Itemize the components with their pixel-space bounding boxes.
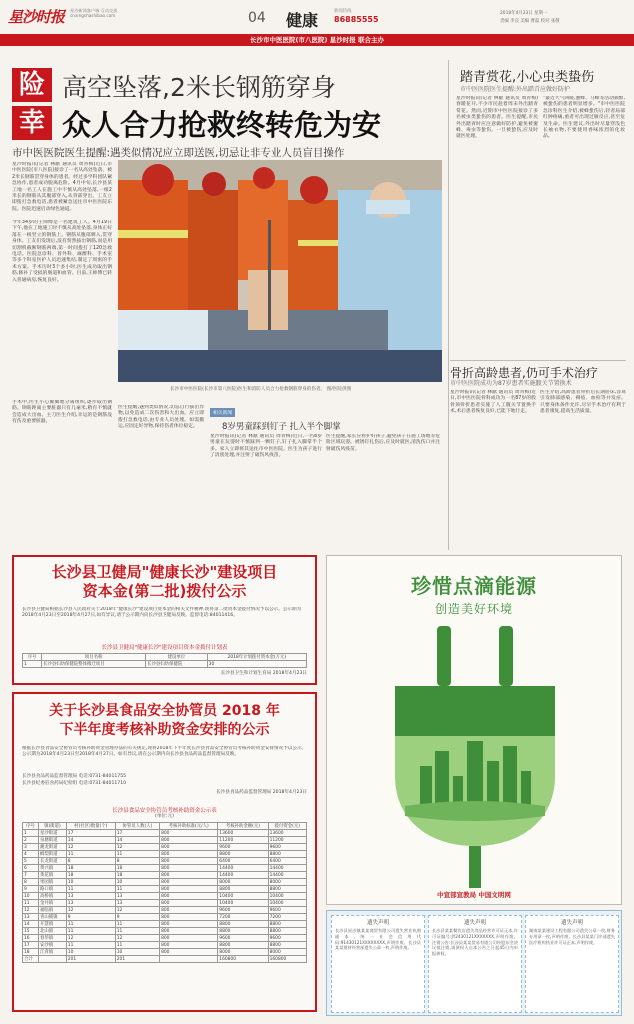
right-article-title: 踏青赏花,小心虫类蛰伤 bbox=[460, 70, 595, 85]
energy-saving-psa bbox=[326, 555, 622, 905]
table-cell: 9600 bbox=[268, 844, 306, 851]
table-cell: 11 bbox=[66, 942, 115, 949]
table-cell: 13 bbox=[115, 893, 159, 900]
table-row bbox=[23, 921, 307, 928]
table-cell: 800 bbox=[160, 935, 218, 942]
table-cell: 8000 bbox=[268, 879, 306, 886]
related-news-title: 8岁男童踩到钉子 扎入半个脚掌 bbox=[222, 422, 341, 432]
logo-subtitle: 星沙新闻客户端 互动交流 cnxingshashibao.com bbox=[70, 8, 118, 19]
table-header-row bbox=[23, 654, 307, 661]
table-cell: 14 bbox=[115, 837, 159, 844]
table-cell: 6 bbox=[23, 865, 39, 872]
table-cell: 11 bbox=[23, 900, 39, 907]
table-cell: 9600 bbox=[218, 935, 268, 942]
table-cell: 17 bbox=[66, 830, 115, 837]
table-cell: 14400 bbox=[218, 865, 268, 872]
page-number: 04 bbox=[248, 10, 266, 26]
table-cell: 18 bbox=[115, 865, 159, 872]
table-cell: 8800 bbox=[218, 886, 268, 893]
table-cell: 16 bbox=[23, 935, 39, 942]
table-cell: 14400 bbox=[218, 872, 268, 879]
table-cell: 800 bbox=[160, 907, 218, 914]
table-row bbox=[23, 837, 307, 844]
table-cell: 福临镇 bbox=[38, 907, 66, 914]
table-cell: 10 bbox=[115, 949, 159, 956]
subsidy-signoff: 长沙县食品药品监督管理局 2018年4月23日 bbox=[216, 790, 307, 795]
second-article-title: 骨折高龄患者,仍可手术治疗 bbox=[450, 366, 598, 380]
table-cell: 8800 bbox=[218, 851, 268, 858]
table-row bbox=[23, 886, 307, 893]
table-header: 考核补助标准(元/人) bbox=[160, 823, 218, 830]
table-cell: 11200 bbox=[218, 837, 268, 844]
table-cell: 17 bbox=[115, 830, 159, 837]
table-cell: 春华镇 bbox=[38, 935, 66, 942]
table-cell: 13 bbox=[23, 914, 39, 921]
table-row bbox=[23, 858, 307, 865]
table-cell: 9 bbox=[66, 914, 115, 921]
funding-notice-title bbox=[14, 563, 315, 601]
article-divider bbox=[450, 360, 626, 361]
funding-notice-ad bbox=[12, 555, 317, 685]
subsidy-notice-body: 根据长沙县食品安全协管员考核补助资金管理办法的有关规定,现将2018年下半年度长沙县食品安全协管员考核补助资金安排情况予以公示。公示期为2018年4月23日至2018年4月27日。如有异议,请在公示期内向长沙县食品药品监督管理局反映。 bbox=[22, 746, 307, 758]
table-cell: 18 bbox=[23, 949, 39, 956]
table-cell: 11 bbox=[115, 942, 159, 949]
table-header: 项目名称 bbox=[42, 654, 146, 661]
table-row bbox=[23, 907, 307, 914]
table-cell: 11 bbox=[115, 928, 159, 935]
table-cell: 1 bbox=[23, 830, 39, 837]
table-cell: 17 bbox=[23, 942, 39, 949]
table-cell: 800 bbox=[160, 837, 218, 844]
table-cell: 18 bbox=[115, 872, 159, 879]
table-cell: 30 bbox=[207, 661, 306, 668]
table-cell: 湘龙街道 bbox=[38, 844, 66, 851]
table-cell: 8 bbox=[23, 879, 39, 886]
table-cell: 9600 bbox=[218, 844, 268, 851]
table-cell: 15 bbox=[23, 928, 39, 935]
table-row bbox=[23, 914, 307, 921]
table-cell: 8800 bbox=[268, 921, 306, 928]
right-article-col-2: "最近天气回暖,蜜蜂、马蜂等活动频繁,被蛰伤的患者明显增多。"市中医医院急诊科医生介绍,被蜂蛰伤后,轻者局部红肿疼痛,重者可出现过敏反应,甚至危及生命。医生建议,外出时尽量穿浅色长袖衣物,不要使用香味浓烈的化妆品。 bbox=[543, 96, 625, 140]
table-cell: 13 bbox=[66, 893, 115, 900]
table-cell: 泉塘街道 bbox=[38, 837, 66, 844]
sponsor-bar: 长沙市中医医院(市八医院) 星沙时报 联合主办 bbox=[0, 34, 634, 46]
rescue-scene-illustration bbox=[118, 160, 442, 382]
table-cell: 160800 bbox=[268, 956, 306, 963]
table-cell: 7200 bbox=[218, 914, 268, 921]
psa-footer: 中宣部宣教局 中国文明网 bbox=[437, 891, 511, 899]
subsidy-notice-ad bbox=[12, 692, 317, 1012]
notice-body: 长沙县某某餐饮店遗失食品经营许可证正本,许可证编号:JY2430121XXXXXXX,声明作废。注销公告:长沙县某某贸易有限公司经股东会决议拟注销,请债权人自本公告之日起45日内申报债权。 bbox=[432, 928, 518, 957]
table-cell: 10400 bbox=[268, 893, 306, 900]
table-cell: 13600 bbox=[268, 830, 306, 837]
table-cell: 7 bbox=[23, 872, 39, 879]
classified-notices bbox=[326, 910, 622, 1016]
issue-date: 2018年4月23日 星期一 bbox=[500, 11, 548, 16]
table-cell: 10400 bbox=[218, 900, 268, 907]
table-cell: 8800 bbox=[218, 942, 268, 949]
table-cell: 11 bbox=[115, 886, 159, 893]
table-cell: 13 bbox=[115, 900, 159, 907]
table-cell: 14400 bbox=[268, 872, 306, 879]
table-cell: 11 bbox=[115, 851, 159, 858]
notice-body: 长沙县星沙镇某某商贸有限公司遗失营业执照副本,统一社会信用代码:91430121XXXXXXXX,声明作废。长沙县某某建材经营部遗失公章一枚,声明作废。 bbox=[335, 928, 421, 951]
table-cell: 10 bbox=[23, 893, 39, 900]
funding-notice-footer: 长沙县卫生和计划生育局 2018年4月23日 bbox=[220, 671, 307, 676]
table-cell: 黄兴镇 bbox=[38, 865, 66, 872]
second-article-subtitle: 市中医医院成功为87岁患者实施髋关节置换术 bbox=[450, 380, 572, 387]
table-cell: 11200 bbox=[268, 837, 306, 844]
table-cell: 800 bbox=[160, 851, 218, 858]
table-row bbox=[23, 830, 307, 837]
table-cell: 3 bbox=[23, 844, 39, 851]
table-row bbox=[23, 879, 307, 886]
table-cell: 金井镇 bbox=[38, 900, 66, 907]
table-cell: 12 bbox=[66, 935, 115, 942]
hotline-number: 86885555 bbox=[334, 15, 379, 24]
subsidy-table bbox=[22, 822, 307, 963]
table-cell: 8800 bbox=[268, 886, 306, 893]
table-cell: 800 bbox=[160, 886, 218, 893]
table-cell: 800 bbox=[160, 949, 218, 956]
table-cell: 800 bbox=[160, 921, 218, 928]
table-cell: 13600 bbox=[218, 830, 268, 837]
table-cell: 12 bbox=[66, 844, 115, 851]
second-article-col-2: 医生介绍,高龄患者骨折后长期卧床,容易引发肺部感染、褥疮、血栓等并发症。只要身体条件允许,尽早手术治疗有利于患者康复,提高生活质量。 bbox=[540, 390, 626, 415]
psa-subtitle: 创造美好环境 bbox=[434, 602, 513, 616]
table-cell: 18 bbox=[66, 865, 115, 872]
table-cell: 7200 bbox=[268, 914, 306, 921]
table-cell: 8000 bbox=[268, 949, 306, 956]
notice-title: 遗失声明 bbox=[366, 920, 389, 926]
table-cell: 8 bbox=[66, 858, 115, 865]
table-cell: 12 bbox=[115, 935, 159, 942]
column-divider bbox=[448, 60, 449, 550]
table-header: 建设单位 bbox=[146, 654, 208, 661]
subsidy-contact-2: 长沙县纪委驻食药局纪检组 电话:0731-84011710 bbox=[22, 781, 127, 786]
table-row bbox=[23, 893, 307, 900]
table-cell: 果园镇 bbox=[38, 879, 66, 886]
related-news-tag: 相关新闻 bbox=[210, 408, 235, 417]
headline-subhead: 市中医医院医生提醒:遇类似情况应立即送医,切忌让非专业人员盲目操作 bbox=[12, 147, 345, 159]
section-title: 健康 bbox=[286, 11, 319, 30]
table-cell: 安沙镇 bbox=[38, 942, 66, 949]
table-cell: 6400 bbox=[218, 858, 268, 865]
table-cell: 14 bbox=[66, 837, 115, 844]
table-cell: 8000 bbox=[218, 879, 268, 886]
table-cell: 6400 bbox=[268, 858, 306, 865]
table-row bbox=[23, 872, 307, 879]
rescue-photo bbox=[118, 160, 442, 382]
table-cell: 201 bbox=[66, 956, 115, 963]
tag-char-1: 险 bbox=[12, 68, 52, 102]
masthead bbox=[0, 0, 634, 34]
table-cell: 10 bbox=[115, 879, 159, 886]
table-cell: 11 bbox=[66, 851, 115, 858]
table-cell: 11 bbox=[66, 921, 115, 928]
tag-char-2: 幸 bbox=[12, 106, 52, 140]
related-news-col-2: 医生提醒,家长应看护好孩子,避免孩子在施工场地等危险区域玩耍。被锈钉扎伤后,应及时就医,清洗伤口并注射破伤风疫苗。 bbox=[326, 434, 440, 452]
funding-notice-title-line-2: 资本金(第二批)拨付公示 bbox=[82, 582, 247, 600]
table-cell: 201 bbox=[115, 956, 159, 963]
table-cell: 18 bbox=[66, 872, 115, 879]
table-header: 考核补助金额(元) bbox=[218, 823, 268, 830]
subsidy-contact-1: 长沙县食品药品监督管理局 电话:0731-84011755 bbox=[22, 774, 127, 779]
table-header: 序号 bbox=[23, 654, 42, 661]
table-header: 序号 bbox=[23, 823, 39, 830]
table-cell: 800 bbox=[160, 942, 218, 949]
table-cell: 9 bbox=[23, 886, 39, 893]
table-cell: 12 bbox=[115, 844, 159, 851]
table-row bbox=[23, 865, 307, 872]
table-row bbox=[23, 661, 307, 668]
table-cell: 160800 bbox=[218, 956, 268, 963]
notice-box bbox=[428, 915, 522, 1013]
hotline-label: 新闻热线 bbox=[334, 9, 352, 14]
table-cell: 9600 bbox=[218, 907, 268, 914]
table-header: 协管员人数(人) bbox=[115, 823, 159, 830]
table-row bbox=[23, 956, 307, 963]
table-cell: 长龙街道 bbox=[38, 858, 66, 865]
table-header: 镇(街道) bbox=[38, 823, 66, 830]
table-cell: 800 bbox=[160, 858, 218, 865]
psa-title: 珍惜点滴能源 bbox=[411, 574, 537, 598]
table-cell: 10400 bbox=[268, 900, 306, 907]
table-cell: 8 bbox=[115, 858, 159, 865]
table-cell: 8800 bbox=[218, 921, 268, 928]
table-cell: 800 bbox=[160, 914, 218, 921]
table-cell: 12 bbox=[115, 907, 159, 914]
table-cell: 开慧镇 bbox=[38, 921, 66, 928]
table-cell bbox=[38, 956, 66, 963]
lead-article-col-4: 医生提醒,遇到类似情况,切忌自行拔出异物,以免造成二次伤害和大出血。应立即拨打急救电话,由专业人员处理。如需搬运,应固定好异物,保持伤者体位稳定。 bbox=[118, 405, 204, 430]
table-cell: 榔梨街道 bbox=[38, 851, 66, 858]
table-cell: 9600 bbox=[268, 935, 306, 942]
table-cell: 黄花镇 bbox=[38, 872, 66, 879]
table-cell: 长沙县妇幼保健院整体搬迁项目 bbox=[42, 661, 146, 668]
table-cell: 13 bbox=[66, 900, 115, 907]
table-cell: 9 bbox=[115, 914, 159, 921]
notice-body: 湖南某某建设工程有限公司遗失公章一枚,财务专用章一枚,声明作废。长沙县某某门诊部遗失医疗机构执业许可证正本,声明作废。 bbox=[529, 928, 615, 945]
table-cell: 2 bbox=[23, 837, 39, 844]
table-cell: 14 bbox=[23, 921, 39, 928]
table-header-row bbox=[23, 823, 307, 830]
right-article-col-1: 星沙时报讯(记者 林献 通讯员 周青梅)春暖花开,不少市民趁着周末外出踏青赏花。然而,近期市中医医院接诊了多名被虫类蛰伤的患者。医生提醒,市民外出踏青时应注意做好防护,避免被蜜蜂、毒虫等蛰伤。一旦被蛰伤,应及时就医处理。 bbox=[456, 96, 538, 140]
funding-notice-body: 长沙县卫健局根据长沙县人民政府关于2018年"健康长沙"建设项目资本金的相关文件精神,现将第二批资本金拨付情况予以公示。公示期为2018年4月23日至2018年4月27日,如有异议,请于公示期内向长沙县卫健局反映。监督电话:84011416。 bbox=[22, 607, 302, 619]
table-cell: 800 bbox=[160, 893, 218, 900]
table-cell: 14400 bbox=[268, 865, 306, 872]
table-cell: 9600 bbox=[268, 907, 306, 914]
table-cell: 800 bbox=[160, 879, 218, 886]
table-row bbox=[23, 851, 307, 858]
headline-line-2: 众人合力抢救终转危为安 bbox=[62, 108, 382, 142]
table-cell: 合计 bbox=[23, 956, 39, 963]
table-cell: 星沙街道 bbox=[38, 830, 66, 837]
table-cell: 10 bbox=[66, 949, 115, 956]
table-cell: 8800 bbox=[268, 851, 306, 858]
lead-article-col-1: 星沙时报讯(记者 林献 通讯员 周青梅)近日,市中医医院(市八医院)接诊了一名从高处坠落、被2米长钢筋贯穿身体的患者。经过多学科团队紧急协作,患者成功脱离危险。4月中旬,长沙县某工地一名工人在施工中不慎从高处坠落,一根2米长的钢筋从其腹部穿入,从背部穿出。工友立即拨打急救电话,患者被紧急送往市中医医院东院。医院迅速启动绿色通道。 bbox=[12, 162, 112, 212]
table-cell: 长沙县妇幼保健院 bbox=[146, 661, 208, 668]
headline-line-1: 高空坠落,2米长钢筋穿身 bbox=[62, 73, 336, 102]
table-cell: 800 bbox=[160, 830, 218, 837]
table-row bbox=[23, 935, 307, 942]
table-cell: 1 bbox=[23, 661, 42, 668]
table-cell: 12 bbox=[66, 907, 115, 914]
headline-tag bbox=[12, 68, 56, 142]
table-cell: 青山铺镇 bbox=[38, 914, 66, 921]
subsidy-notice-title-line-2: 下半年度考核补助资金安排的公示 bbox=[59, 722, 270, 738]
table-cell: 11 bbox=[66, 886, 115, 893]
notice-box bbox=[525, 915, 619, 1013]
related-news-col-1: 星沙时报讯(记者 林献 通讯员 周青梅)近日,一名8岁男童在玩耍时不慎踩到一颗钉子,钉子扎入脚掌半个多。家人立即将其送往市中医医院。医生为孩子进行了清创处理,并注射了破伤风疫苗。 bbox=[210, 434, 322, 459]
table-cell: 800 bbox=[160, 900, 218, 907]
subsidy-notice-title-line-1: 关于长沙县食品安全协管员 2018 年 bbox=[49, 703, 280, 719]
table-cell: 10 bbox=[66, 879, 115, 886]
table-cell: 11 bbox=[66, 928, 115, 935]
table-cell: 8800 bbox=[268, 928, 306, 935]
table-cell: 高桥镇 bbox=[38, 893, 66, 900]
table-cell: 路口镇 bbox=[38, 886, 66, 893]
table-cell: 12 bbox=[23, 907, 39, 914]
table-row bbox=[23, 844, 307, 851]
table-cell: 800 bbox=[160, 865, 218, 872]
table-header: 拨付资金(元) bbox=[268, 823, 306, 830]
table-cell: 10400 bbox=[218, 893, 268, 900]
green-plug-illustration bbox=[375, 626, 575, 888]
right-article-subtitle: 市中医医院医生提醒:外出踏青应做好防护 bbox=[460, 86, 571, 93]
table-row bbox=[23, 942, 307, 949]
subsidy-table-title: 长沙县食品安全协管员考核补助资金公示表 bbox=[112, 808, 217, 814]
lead-article-col-2: 今年34岁的王师傅是一名建筑工人。4月19日下午,他在工地施工时不慎从高处坠落,身体正好落在一根竖立的钢筋上。钢筋从腹部刺入,贯穿身体。工友们发现后,没有贸然拔出钢筋,而是用切割机截断钢筋两端,第一时间拨打了120急救电话。医院急诊科、普外科、麻醉科、手术室等多个科室医护人员迅速集结,制定了周密的手术方案。手术历时3个多小时,医生成功取出钢筋,修补了受损的肠道和血管。目前,王师傅已转入普通病房,恢复良好。 bbox=[12, 220, 112, 283]
table-cell: 800 bbox=[160, 872, 218, 879]
notice-box bbox=[331, 915, 425, 1013]
table-cell: 11 bbox=[115, 921, 159, 928]
photo-caption: 长沙市中医医院(长沙市第八医院)医生和消防人员合力抢救钢筋穿身的伤者。 图/医院供图 bbox=[170, 387, 352, 392]
table-cell: 8000 bbox=[218, 949, 268, 956]
table-cell: 4 bbox=[23, 851, 39, 858]
editor-credits: 责编 李良 美编 曹磊 校对 张敬 bbox=[500, 19, 560, 24]
notice-title: 遗失声明 bbox=[463, 920, 486, 926]
newspaper-logo: 星沙时报 bbox=[8, 8, 65, 26]
table-row bbox=[23, 900, 307, 907]
table-row bbox=[23, 928, 307, 935]
table-cell: 800 bbox=[160, 928, 218, 935]
funding-table bbox=[22, 653, 307, 668]
funding-notice-title-line-1: 长沙县卫健局"健康长沙"建设项目 bbox=[51, 563, 278, 581]
table-cell: 5 bbox=[23, 858, 39, 865]
table-cell: 江背镇 bbox=[38, 949, 66, 956]
table-cell: 8800 bbox=[268, 942, 306, 949]
table-cell: 8800 bbox=[218, 928, 268, 935]
table-cell: 北山镇 bbox=[38, 928, 66, 935]
second-article-col-1: 星沙时报讯(记者 林献 通讯员 周青梅)近日,市中医医院骨科成功为一名87岁的股骨颈骨折患者实施了人工髋关节置换手术,术后患者恢复良好,已能下地行走。 bbox=[450, 390, 536, 415]
table-row bbox=[23, 949, 307, 956]
funding-table-title: 长沙县卫健局"健康长沙"建设项目资本金拨付计划表 bbox=[101, 645, 228, 651]
subsidy-notice-title bbox=[14, 702, 315, 740]
lead-article-col-3: 手术中,医生小心翼翼地分离组织,逐步取出钢筋。钢筋距离主要脏器只有几毫米,稍有不慎就会造成大出血。主刀医生介绍,幸运的是钢筋没有伤及重要脏器。 bbox=[12, 400, 112, 425]
table-header: 村(社区)数量(个) bbox=[66, 823, 115, 830]
table-cell bbox=[160, 956, 218, 963]
table-cell: 800 bbox=[160, 844, 218, 851]
table-header: 2018年计划拨付资本金(万元) bbox=[207, 654, 306, 661]
subsidy-table-unit: (单位:元) bbox=[155, 814, 174, 819]
notice-title: 遗失声明 bbox=[560, 920, 583, 926]
